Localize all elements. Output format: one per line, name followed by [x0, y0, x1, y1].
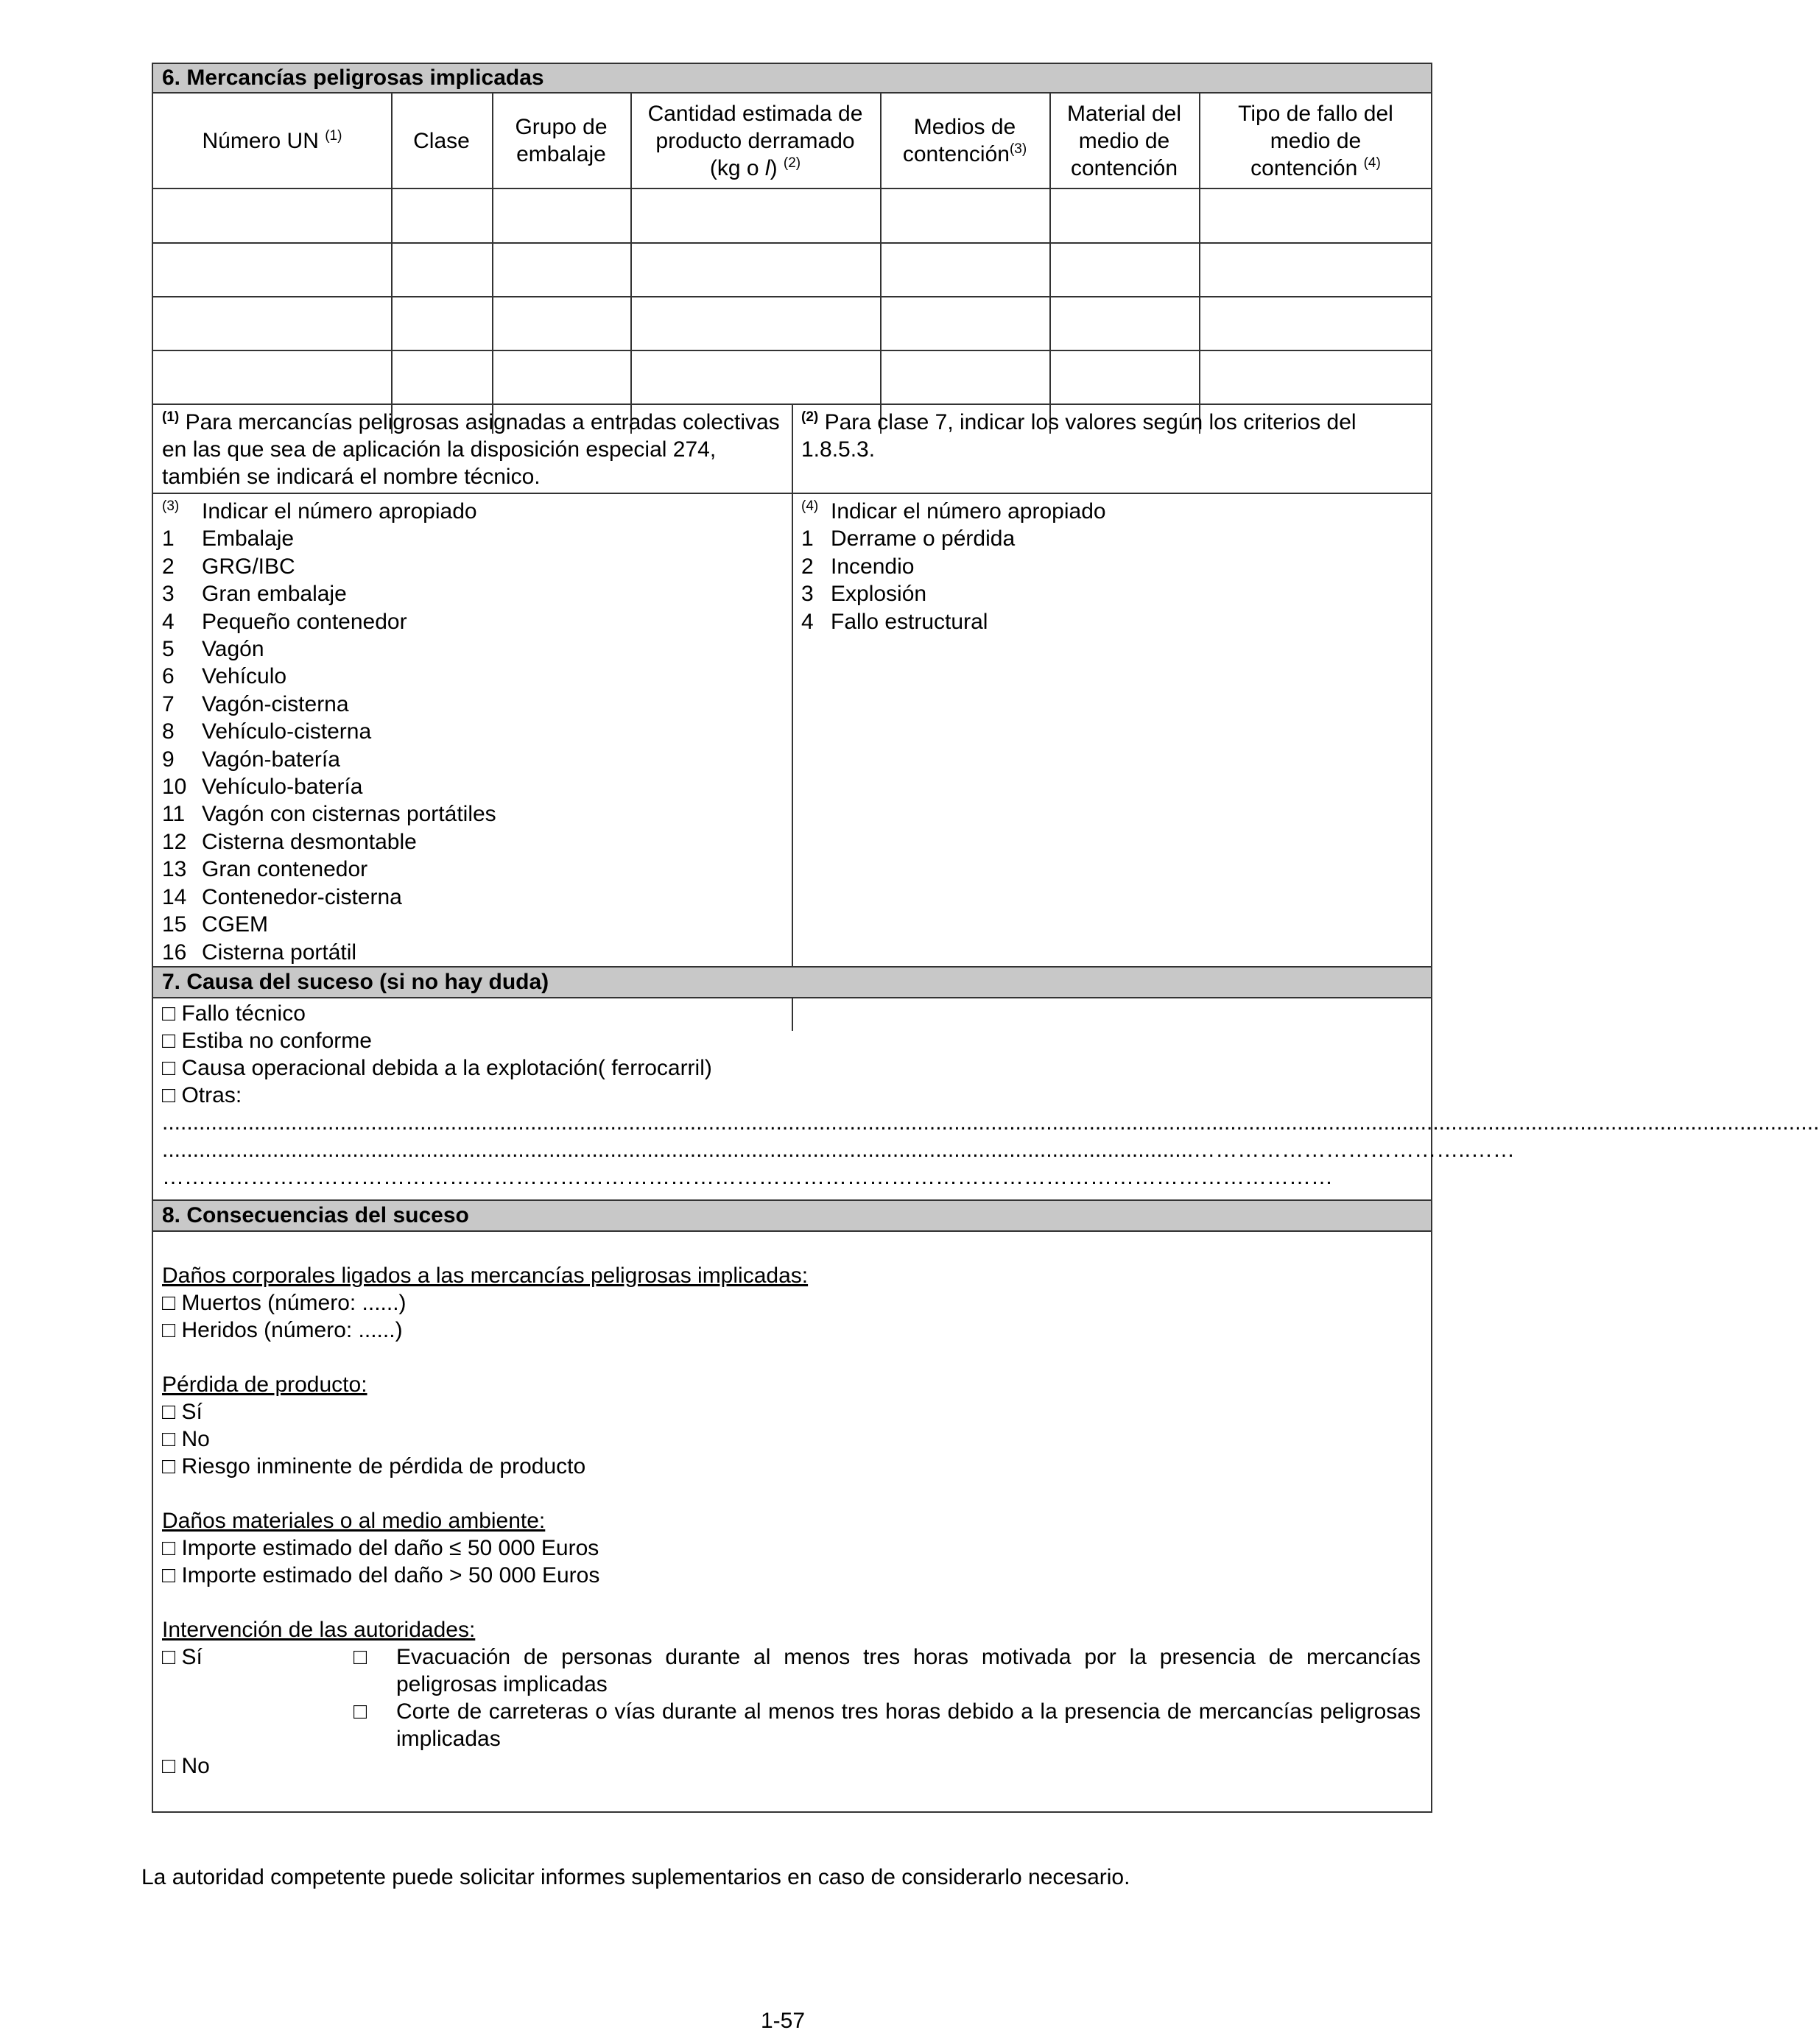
option-label: Fallo técnico: [181, 1001, 306, 1026]
list-text: Pequeño contenedor: [202, 609, 407, 634]
checkbox[interactable]: □: [353, 1645, 367, 1669]
option-label: Sí: [181, 1400, 203, 1424]
list-number: 2: [801, 554, 814, 579]
list-item: [162, 911, 781, 938]
checkbox[interactable]: □: [162, 1029, 176, 1053]
checkbox[interactable]: □: [162, 1318, 176, 1342]
col-header-tipo-fallo: [1199, 94, 1432, 188]
list-number: 7: [162, 691, 175, 716]
list-item: [162, 718, 781, 745]
option-label: Estiba no conforme: [181, 1029, 372, 1053]
note-marker: (2): [801, 409, 819, 425]
checkbox[interactable]: □: [162, 1083, 176, 1107]
dotted-line[interactable]: ……………………………………………………………………………………………………………………………………………: [162, 1165, 1333, 1189]
note-title: Indicar el número apropiado: [831, 499, 1106, 524]
col-header-label: Cantidad estimada de producto derramado (kg o: [647, 101, 863, 180]
col-header-clase: [391, 94, 492, 188]
checkbox-option[interactable]: [162, 1534, 1421, 1562]
form-frame: [152, 63, 1819, 1813]
option-label: Riesgo inminente de pérdida de producto: [181, 1454, 586, 1479]
list-item: [162, 635, 781, 663]
option-label: No: [181, 1754, 210, 1778]
list-text: GRG/IBC: [202, 554, 295, 579]
col-header-label: Tipo de fallo del medio de contención: [1238, 101, 1393, 180]
col-header-sup: (2): [783, 155, 801, 171]
checkbox-option[interactable]: [162, 1082, 1421, 1109]
checkbox-option[interactable]: [162, 1425, 1421, 1453]
checkbox[interactable]: □: [162, 1645, 176, 1669]
option-label: Sí: [181, 1645, 203, 1669]
checkbox[interactable]: □: [162, 1056, 176, 1080]
note-2: [801, 409, 1424, 463]
list-item: [801, 525, 1424, 552]
list-text: Vehículo: [202, 664, 287, 689]
dotted-line[interactable]: ........................................................................................................................................................................………………………………..……: [162, 1138, 1515, 1162]
note-title: Indicar el número apropiado: [202, 499, 477, 524]
col-header-label: Clase: [413, 128, 470, 153]
list-number: 14: [162, 884, 187, 909]
checkbox-option[interactable]: [162, 1398, 1421, 1425]
checkbox-option[interactable]: [162, 1054, 1421, 1082]
option-label: Otras:: [181, 1083, 242, 1107]
option-label: Corte de carreteras o vías durante al menos tres horas debido a la presencia de mercancías peligrosas implicadas: [396, 1699, 1421, 1751]
list-number: 8: [162, 719, 175, 744]
col-header-grupo-embalaje: [492, 94, 630, 188]
option-label: Heridos (número: ......): [181, 1318, 403, 1342]
option-label: Importe estimado del daño > 50 000 Euros: [181, 1563, 600, 1587]
note-text: Para mercancías peligrosas asignadas a entradas colectivas en las que sea de aplicación la disposición especial 274, también se indicará el nombre técnico.: [162, 410, 780, 489]
list-text: Derrame o pérdida: [831, 526, 1016, 551]
list-number: 15: [162, 912, 187, 937]
list-number: 3: [162, 582, 175, 607]
list-text: Vagón-cisterna: [202, 691, 349, 716]
section7-title: 7. Causa del suceso (si no hay duda): [153, 966, 1431, 998]
checkbox-option[interactable]: [162, 1317, 1421, 1344]
list-item: [162, 663, 781, 690]
list-item: [162, 828, 781, 856]
list-item: [162, 856, 781, 883]
list-text: Vehículo-batería: [202, 775, 363, 800]
list-number: 9: [162, 747, 175, 772]
page-number: 1-57: [760, 2009, 806, 2033]
loss-heading: Pérdida de producto:: [162, 1372, 367, 1397]
list-text: Gran contenedor: [202, 857, 368, 882]
col-header-material: [1049, 94, 1199, 188]
list-text: Fallo estructural: [831, 609, 988, 634]
list-number: 2: [162, 554, 175, 579]
authorities-yes[interactable]: [162, 1643, 203, 1671]
list-number: 13: [162, 857, 187, 882]
col-header-numero-un: [153, 94, 391, 188]
list-number: 10: [162, 775, 187, 800]
list-text: Cisterna portátil: [202, 940, 357, 965]
checkbox[interactable]: □: [162, 1291, 176, 1315]
col-header-sup: (4): [1363, 155, 1381, 171]
checkbox[interactable]: □: [162, 1001, 176, 1026]
list-item: [801, 580, 1424, 607]
list-text: Contenedor-cisterna: [202, 884, 402, 909]
list-item: [162, 580, 781, 607]
list-item: [162, 746, 781, 773]
list-text: Vehículo-cisterna: [202, 719, 372, 744]
list-text: Vagón: [202, 637, 264, 662]
list-item: [162, 691, 781, 718]
checkbox[interactable]: □: [353, 1699, 367, 1724]
checkbox[interactable]: □: [162, 1400, 176, 1424]
section8-title: 8. Consecuencias del suceso: [153, 1199, 1431, 1232]
list-number: 5: [162, 637, 175, 662]
list-item: [801, 498, 1424, 525]
note-marker: (4): [801, 498, 819, 514]
data-entry-rows[interactable]: [153, 189, 1431, 403]
list-item: [801, 553, 1424, 580]
checkbox-option[interactable]: [162, 1562, 1421, 1589]
personal-heading: Daños corporales ligados a las mercancías peligrosas implicadas:: [162, 1264, 809, 1288]
list-item: [162, 608, 781, 635]
list-text: Explosión: [831, 582, 927, 607]
section6-title: 6. Mercancías peligrosas implicadas: [153, 64, 1431, 94]
list-item: [162, 800, 781, 828]
option-label: No: [181, 1427, 210, 1451]
list-text: Vagón con cisternas portátiles: [202, 802, 496, 827]
authorities-no[interactable]: [162, 1752, 1421, 1780]
note-text: Para clase 7, indicar los valores según los criterios del 1.8.5.3.: [801, 410, 1357, 462]
col-header-sup: (1): [325, 127, 342, 144]
checkbox[interactable]: □: [162, 1454, 176, 1479]
note-4-list: [801, 498, 1424, 635]
list-text: Gran embalaje: [202, 582, 347, 607]
list-text: Incendio: [831, 554, 915, 579]
list-item: [162, 525, 781, 552]
list-text: Embalaje: [202, 526, 295, 551]
footer-note: La autoridad competente puede solicitar informes suplementarios en caso de considerarlo necesario.: [141, 1865, 1130, 1889]
col-header-label: ): [770, 155, 778, 180]
list-number: 3: [801, 582, 814, 607]
checkbox[interactable]: □: [162, 1427, 176, 1451]
list-number: 1: [162, 526, 175, 551]
notes-divider: [792, 403, 793, 1031]
option-label: Causa operacional debida a la explotación( ferrocarril): [181, 1056, 712, 1080]
authorities-option-2: [162, 1698, 1421, 1752]
checkbox[interactable]: □: [162, 1754, 176, 1778]
list-item: [162, 553, 781, 580]
list-text: Vagón-batería: [202, 747, 340, 772]
list-number: 11: [162, 802, 186, 827]
list-item: [162, 498, 781, 525]
checkbox-option[interactable]: [162, 1289, 1421, 1317]
checkbox[interactable]: □: [162, 1536, 176, 1560]
col-header-unit: l: [764, 155, 770, 180]
option-label: Muertos (número: ......): [181, 1291, 407, 1315]
dotted-line[interactable]: ..............................................................................................................................................................................................................................................................................: [162, 1110, 1819, 1135]
col-header-label: Grupo de embalaje: [515, 115, 608, 166]
list-item: [162, 884, 781, 911]
checkbox-option[interactable]: [162, 1027, 1421, 1054]
note-1: [162, 409, 781, 490]
option-label: Evacuación de personas durante al menos tres horas motivada por la presencia de mercancías peligrosas implicadas: [396, 1645, 1421, 1696]
damage-heading: Daños materiales o al medio ambiente:: [162, 1509, 546, 1533]
col-header-cantidad: [630, 94, 880, 188]
note-marker: (1): [162, 409, 180, 425]
col-header-label: Medios de contención: [902, 115, 1016, 166]
list-item: [162, 773, 781, 800]
col-header-medios: [880, 94, 1049, 188]
list-text: Cisterna desmontable: [202, 829, 417, 854]
col-header-label: Material del medio de contención: [1066, 101, 1182, 180]
col-header-label: Número UN: [202, 128, 319, 153]
list-item: [801, 608, 1424, 635]
list-number: 1: [801, 526, 814, 551]
checkbox[interactable]: □: [162, 1563, 176, 1587]
checkbox-option[interactable]: [162, 1453, 1421, 1480]
list-text: CGEM: [202, 912, 268, 937]
section7-body: [162, 1000, 1819, 1191]
list-number: 4: [162, 609, 175, 634]
list-item: [162, 939, 781, 966]
list-number: 6: [162, 664, 175, 689]
note-marker: (3): [162, 498, 180, 514]
authorities-option-1: [162, 1643, 1421, 1698]
checkbox-option[interactable]: [162, 1000, 1421, 1027]
authorities-heading: Intervención de las autoridades:: [162, 1618, 476, 1642]
section8-body: [162, 1262, 1421, 1780]
col-header-sup: (3): [1009, 141, 1027, 157]
list-number: 12: [162, 829, 187, 854]
note-3-list: [162, 498, 781, 966]
list-number: 4: [801, 609, 814, 634]
option-label: Importe estimado del daño ≤ 50 000 Euros: [181, 1536, 599, 1560]
list-number: 16: [162, 940, 187, 965]
